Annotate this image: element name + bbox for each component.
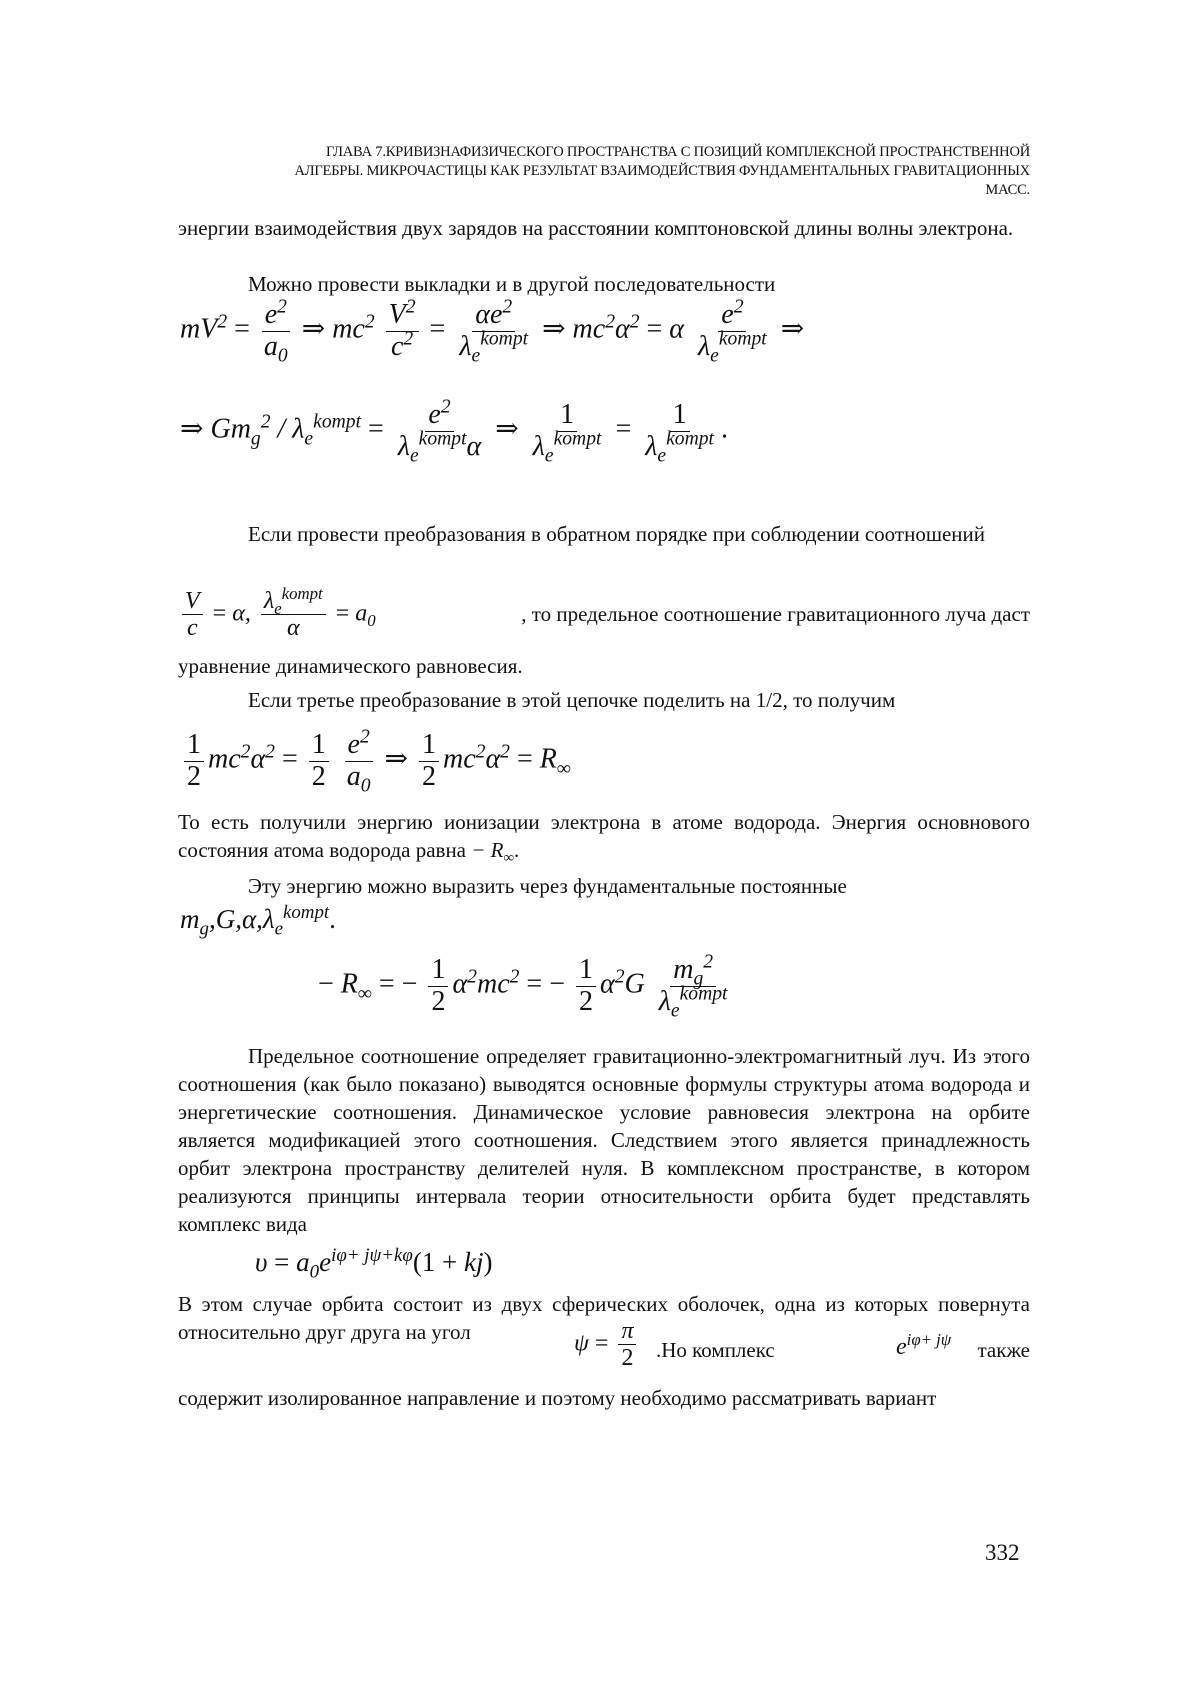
paragraph-6: Эту энергию можно выразить через фундаментальные постоянные — [248, 874, 847, 898]
relation-text: , то предельное соотношение гравитационного луча даст — [521, 602, 1030, 626]
equation-chain-1: $mV^2$ = $\frac{e^2}{a_0}$ ⇒ $mc^2$ $\frac{V^2}{c^2}$ = $\frac{\alpha e^2}{\lambda_e^{kompt}}$ ⇒ $mc^2\alpha^2 = \alpha$ $\frac{e^2}{\lambda_e^{kompt}}$ ⇒ — [180, 296, 805, 367]
paragraph-4: Если третье преобразование в этой цепочке поделить на 1/2, то получим — [248, 688, 896, 712]
paragraph-3: Если провести преобразования в обратном порядке при соблюдении соотношений — [248, 522, 986, 546]
paragraph-8-line-1: В этом случае орбита состоит из двух сферических оболочек, одна из которых повернута относительно друг друга на угол — [178, 1292, 1030, 1344]
paragraph-3-end: уравнение динамического равновесия. — [178, 654, 523, 678]
paragraph-7: Предельное соотношение определяет гравитационно-электромагнитный луч. Из этого соотношения (как было показано) выводятся основные формулы структуры атома водорода и энергетические соотношения. Динамическое условие равновесия электрона на орбите является модификацией этого соотношения. Следствием этого является принадлежность орбит электрона пространству делителей нуля. В комплексном пространстве, в котором реализуются принципы интервала теории относительности орбита будет представлять комплекс вида — [178, 1044, 1030, 1236]
equation-complex: $\upsilon = a_0e^{i\varphi+ j\psi+k\varphi}(1 + kj)$ — [255, 1245, 493, 1283]
angle-formula: ψ = $\frac{\pi}{2}$ — [574, 1318, 640, 1372]
running-header — [160, 143, 1030, 200]
paragraph-5: То есть получили энергию ионизации электрона в атоме водорода. Энергия основнового состояния атома водорода равна − $R_\infty$. — [178, 810, 1030, 867]
paragraph-1: энергии взаимодействия двух зарядов на расстоянии комптоновской длины волны электрона. — [178, 216, 1014, 240]
header-line-1: ГЛАВА 7.КРИВИЗНАФИЗИЧЕСКОГО ПРОСТРАНСТВА С ПОЗИЦИЙ КОМПЛЕКСНОЙ ПРОСТРАНСТВЕННОЙ — [326, 144, 1030, 160]
header-line-2: АЛГЕБРЫ. МИКРОЧАСТИЦЫ КАК РЕЗУЛЬТАТ ВЗАИМОДЕЙСТВИЯ ФУНДАМЕНТАЛЬНЫХ ГРАВИТАЦИОННЫХ — [294, 163, 1030, 179]
relation-line — [178, 580, 1030, 642]
paragraph-8-line-2: ψ = $\frac{\pi}{2}$ .Но комплекс $e^{i\varphi+ j\psi}$ также — [574, 1318, 1030, 1372]
relation-formula: $\frac{V}{c}$ = α, $\frac{\lambda_e^{kompt}}{\alpha}$ = $a_0$ — [178, 588, 376, 642]
constants-list: $m_g,G,\alpha,\lambda_e^{kompt}$. — [180, 902, 336, 940]
equation-half: $\frac{1}{2}$ $mc^2\alpha^2$ = $\frac{1}{2}$ $\frac{e^2}{a_0}$ ⇒ $\frac{1}{2}$ $mc^2\alpha^2 = R_\infty$ — [180, 730, 571, 793]
paragraph-2: Можно провести выкладки и в другой последовательности — [248, 272, 776, 296]
paragraph-9: содержит изолированное направление и поэтому необходимо рассматривать вариант — [178, 1386, 937, 1410]
complex-exponent: $e^{i\varphi+ j\psi}$ — [896, 1330, 952, 1360]
header-line-3: МАСС. — [985, 182, 1030, 198]
page-number: 332 — [985, 1540, 1020, 1565]
equation-rydberg: − $R_\infty$ = − $\frac{1}{2}$ $\alpha^2mc^2$ = − $\frac{1}{2}$ $\alpha^2G$ $\frac{m_g^2}{\lambda_e^{kompt}}$ — [318, 951, 728, 1022]
equation-chain-2: ⇒ $Gm_g^2 / \lambda_e^{kompt}$ = $\frac{e^2}{\lambda_e^{kompt}\alpha}$ ⇒ $\frac{1}{\lambda_e^{kompt}}$ = $\frac{1}{\lambda_e^{kompt}}$ . — [180, 396, 728, 467]
